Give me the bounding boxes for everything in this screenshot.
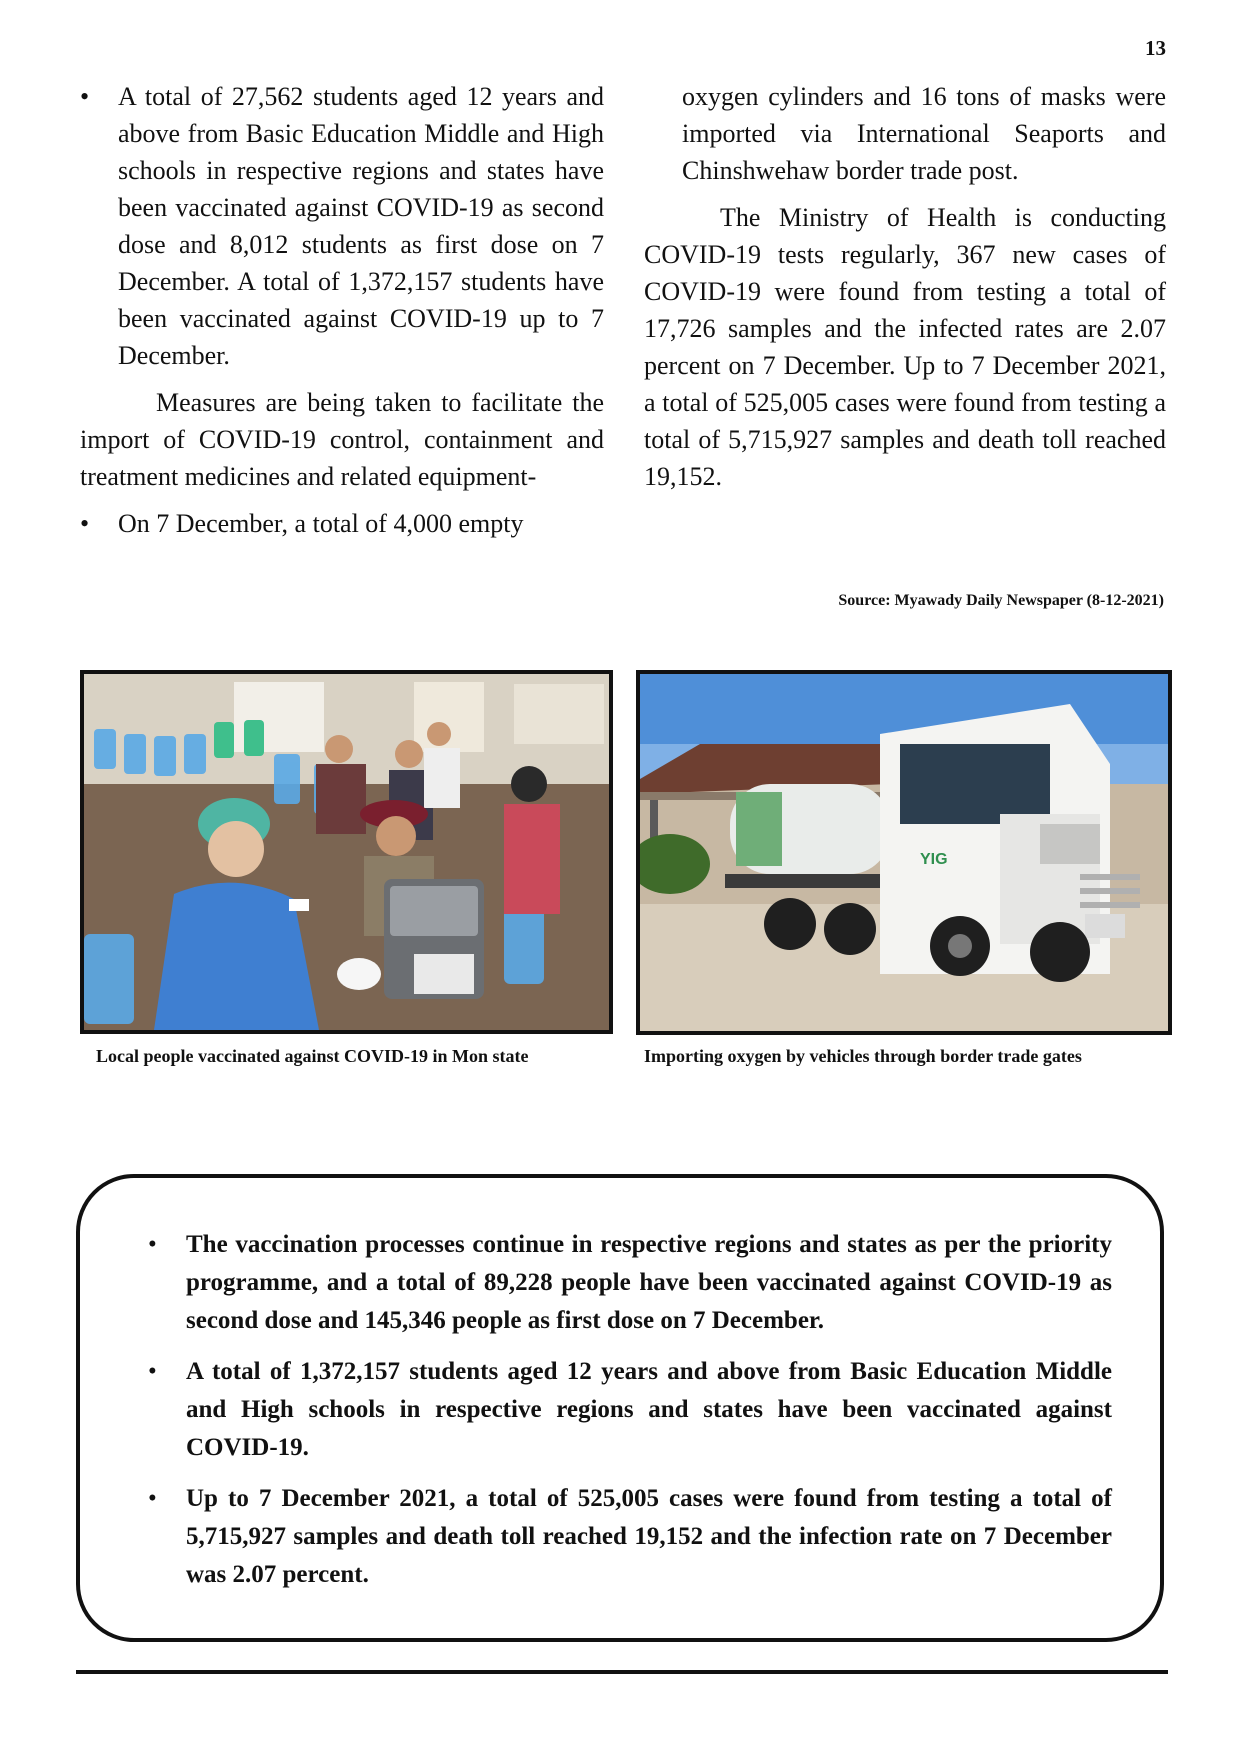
bottom-divider (76, 1670, 1168, 1674)
summary-item-students (148, 1353, 1112, 1467)
summary-item-cases (148, 1480, 1112, 1594)
oxygen-import-continuation: oxygen cylinders and 16 tons of masks were imported via International Seaports and Chinshwehaw border trade post. (682, 82, 1166, 185)
summary-list (148, 1226, 1112, 1607)
bullet-marker: • (80, 509, 90, 538)
summary-text: Up to 7 December 2021, a total of 525,005 cases were found from testing a total of 5,715,927 samples and death toll reached 19,152 and the infection rate on 7 December was 2.07 percent. (186, 1485, 1112, 1588)
page-number: 13 (1145, 36, 1166, 60)
bullet-marker: • (148, 1231, 157, 1258)
vaccination-photo-caption: Local people vaccinated against COVID-19 in Mon state (96, 1046, 529, 1066)
bullet-marker: • (148, 1485, 157, 1512)
bullet-text: On 7 December, a total of 4,000 empty (118, 509, 524, 538)
bullet-marker: • (80, 82, 90, 111)
summary-text: The vaccination processes continue in respective regions and states as per the priority programme, and a total of 89,228 people have been vaccinated against COVID-19 as second dose and 145,346 people as first dose on 7 December. (186, 1231, 1112, 1334)
summary-item-vaccination (148, 1226, 1112, 1340)
vaccination-photo (80, 670, 613, 1034)
truck-logo: YIG (920, 851, 948, 868)
oxygen-truck-photo-caption: Importing oxygen by vehicles through border trade gates (644, 1046, 1082, 1066)
right-column (644, 78, 1166, 495)
bullet-text: A total of 27,562 students aged 12 years and above from Basic Education Middle and High schools in respective regions and states have been vaccinated against COVID-19 as second dose and 8,012 students as first dose on 7 December. A total of 1,372,157 students have been vaccinated against COVID-19 up to 7 December. (118, 82, 604, 370)
bullet-marker: • (148, 1358, 157, 1385)
summary-box (76, 1174, 1164, 1642)
measures-paragraph: Measures are being taken to facilitate the import of COVID-19 control, containment and treatment medicines and related equipment- (80, 388, 604, 491)
source-credit: Source: Myawady Daily Newspaper (8-12-2021) (838, 592, 1164, 609)
left-column (80, 78, 604, 542)
oxygen-truck-photo (636, 670, 1172, 1035)
testing-paragraph: The Ministry of Health is conducting COVID-19 tests regularly, 367 new cases of COVID-19 were found from testing a total of 17,726 samples and the infected rates are 2.07 percent on 7 December. Up to 7 December 2021, a total of 525,005 cases were found from testing a total of 5,715,927 samples and death toll reached 19,152. (644, 203, 1166, 491)
oxygen-import-bullet (80, 505, 604, 542)
student-vaccination-bullet (80, 78, 604, 374)
summary-text: A total of 1,372,157 students aged 12 years and above from Basic Education Middle and High schools in respective regions and states have been vaccinated against COVID-19. (186, 1358, 1112, 1461)
